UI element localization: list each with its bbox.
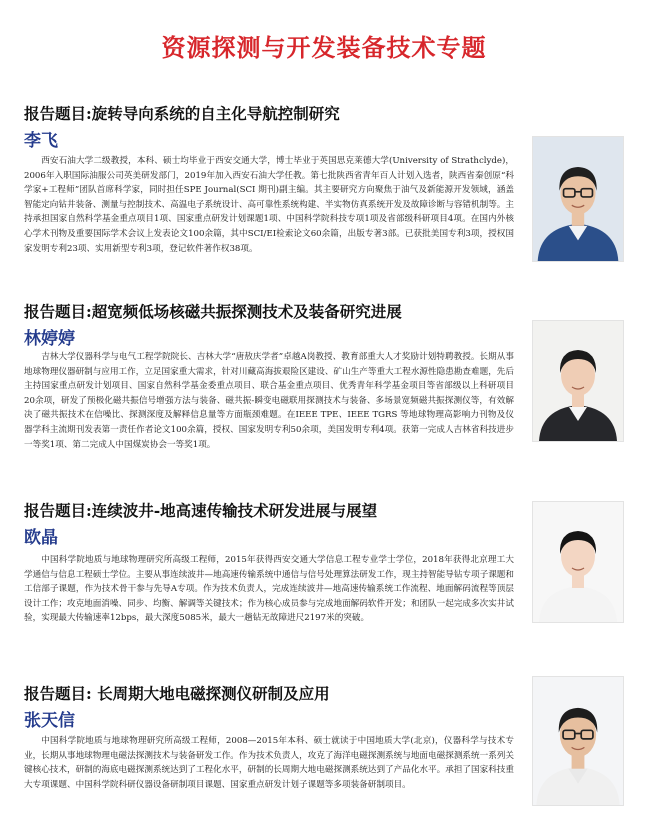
speaker-photo bbox=[532, 136, 624, 262]
speaker-bio: 中国科学院地质与地球物理研究所高级工程师，2015年获得西安交通大学信息工程专业学士学位，2018年获得北京理工大学通信与信息工程硕士学位。主要从事连续波井—地高速传输系统中通信与信号处理算法研发工作，现主持智能导钻专项子课题和工信部子课题，作为技术骨干参与先导A专项。作为技术负责人，完成连续波井—地高速传输系统工作流程、地面解码流程等顶层设计工作；攻克地面消噪、同步、均衡、解调等关键技术；作为核心成员参与完成地面解码软件开发；和团队一起完成多次实井试验，实现最大传输速率12bps，最大深度5085米，最大一趟钻无故障进尺2197米的突破。 bbox=[24, 555, 514, 624]
speaker-bio: 西安石油大学二级教授，本科、硕士均毕业于西安交通大学，博士毕业于英国思克莱德大学(University of Strathclyde)，2006年入职国际油服公司英美研发部门，2019年加入西安石油大学任教。第七批陕西省青年百人计划入选者，陕西省秦创原“科学家+工程师”团队首席科学家，同时担任SPE Journal(SCI 期刊)副主编。其主要研究方向聚焦于油气及新能源开发领域，涵盖智能定向钻井装备、测量与控制技术、高温电子系统设计、高可靠性系统构建、半实物仿真系统开发及故障诊断与容错机制等。主持承担国家自然科学基金重点项目1项、国家重点研发计划课题1项、中国科学院科技专项1项及省部级科研项目4项。在国内外核心学术刊物及重要国际学术会议上发表论文100余篇，其中SCI/EI检索论文60余篇，出版专著3部。已获批美国专利3项，授权国家发明专利23项、实用新型专利3项，登记软件著作权38项。 bbox=[24, 156, 514, 254]
portrait-image bbox=[533, 502, 623, 622]
speaker-photo bbox=[532, 501, 624, 623]
talk-title: 报告题目:旋转导向系统的自主化导航控制研究 bbox=[24, 104, 340, 123]
portrait-image bbox=[533, 677, 623, 805]
talk-title: 报告题目: 长周期大地电磁探测仪研制及应用 bbox=[24, 684, 330, 703]
talk-title: 报告题目:超宽频低场核磁共振探测技术及装备研究进展 bbox=[24, 302, 402, 321]
talk-title: 报告题目:连续波井-地高速传输技术研发进展与展望 bbox=[24, 501, 378, 520]
speaker-name: 张天信 bbox=[24, 711, 75, 731]
speaker-bio: 吉林大学仪器科学与电气工程学院院长、吉林大学“唐敖庆学者”卓越A岗教授、教育部重大人才奖励计划特聘教授。长期从事地球物理仪器研制与应用工作，立足国家重大需求，针对川藏高海拔艰险区建设、矿山生产等重大工程水源性隐患勘查难题，先后主持国家重点研发计划项目、国家自然科学基金委重点项目、联合基金重点项目、优秀青年科学基金项目等省部级以上科研项目20余项，研发了预极化磁共振信号增强方法与装备、磁共振-瞬变电磁联用探测技术与装备、多场景宽频磁共振探测仪等，有效解决了磁共振技术在信噪比、探测深度及解释信息量等方面瓶颈难题。在IEEE TPE、IEEE TGRS 等地球物理高影响力刊物及仪器学科主流期刊发表第一责任作者论文100余篇，授权、国家发明专利50余项，美国发明专利4项。获第一完成人吉林省科技进步一等奖1项、第二完成人中国煤炭协会一等奖1项。 bbox=[24, 352, 514, 450]
talk-3 bbox=[24, 501, 624, 671]
speaker-name: 欧晶 bbox=[24, 528, 58, 548]
talk-2 bbox=[24, 302, 624, 482]
talk-4 bbox=[24, 684, 624, 824]
speaker-bio: 中国科学院地质与地球物理研究所高级工程师，2008—2015年本科、硕士就读于中国地质大学(北京)，仪器科学与技术专业，长期从事地球物理电磁法探测技术与装备研发工作。作为技术负责人，攻克了海洋电磁探测系统与地面电磁探测系统一系列关键核心技术，研制的海底电磁探测系统达到了工程化水平，研制的长周期大地电磁探测系统达到了产品化水平。承担了国家科技重大专项课题、中国科学院科研仪器设备研制项目课题、国家重点研发计划子课题等多项装备研制项目。 bbox=[24, 736, 514, 790]
page-title: 资源探测与开发装备技术专题 bbox=[161, 34, 487, 62]
speaker-photo bbox=[532, 676, 624, 806]
portrait-image bbox=[533, 137, 623, 261]
portrait-image bbox=[533, 321, 623, 441]
speaker-name: 林婷婷 bbox=[24, 329, 75, 349]
speaker-name: 李飞 bbox=[24, 131, 58, 151]
talk-1 bbox=[24, 104, 624, 284]
speaker-photo bbox=[532, 320, 624, 442]
